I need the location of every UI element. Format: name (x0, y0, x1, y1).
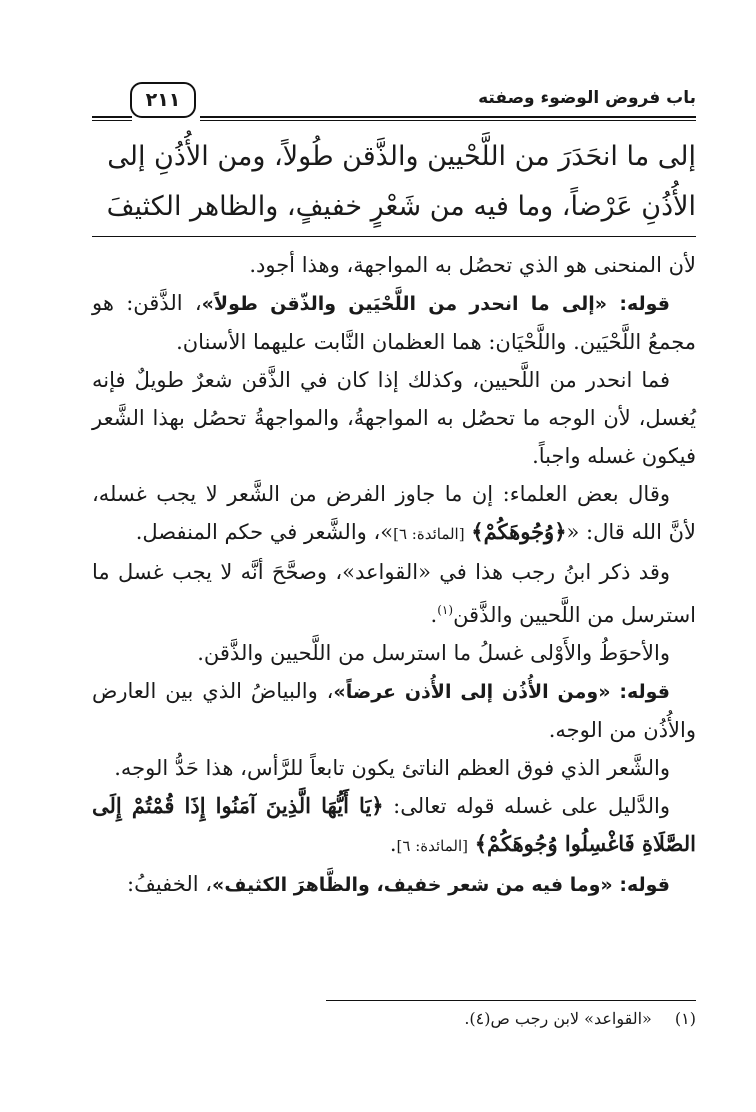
header-rule (200, 116, 696, 121)
commentary (92, 246, 696, 904)
matn-quote: «إلى ما انحدر من اللَّحْيَين والذّقن طولاً» (201, 293, 608, 315)
paragraph: لأن المنحنى هو الذي تحصُل به المواجهة، وهذا أجود. (249, 253, 696, 277)
paragraph: والشَّعر الذي فوق العظم الناتئ يكون تابعاً للرَّأس، هذا حَدُّ الوجه. (114, 756, 670, 780)
chapter-title: باب فروض الوضوء وصفته (478, 88, 696, 108)
matn-line: الأُذُنِ عَرْضاً، وما فيه من شَعْرٍ خفيفٍ، والظاهر الكثيفَ (106, 191, 696, 222)
page-header (92, 78, 696, 122)
footnote-number: (١) (674, 1009, 696, 1028)
matn-text (92, 132, 696, 232)
paragraph: وقال بعض العلماء: إن ما جاوز الفرض من الشَّعر لا يجب غسله، لأنَّ الله قال: «﴿وُجُوهَكُمْ﴾ [المائدة: ٦]»، والشَّعر في حكم المنفصل. (92, 482, 696, 544)
matn-divider (92, 236, 696, 237)
qawluhu-label: قوله: (619, 681, 670, 703)
footnote (92, 1004, 696, 1034)
qawluhu-label: قوله: (619, 293, 670, 315)
footnote-marker[interactable]: (١) (437, 603, 454, 617)
footnote-text: «القواعد» لابن رجب ص(٤). (464, 1009, 652, 1028)
quran-verse: ﴿يَا أَيُّهَا الَّذِينَ آمَنُوا إِذَا قُمْتُمْ إِلَى الصَّلَاةِ فَاغْسِلُوا وُجُوهَكُمْ﴾ (92, 793, 696, 856)
paragraph: وقد ذكر ابنُ رجب هذا في «القواعد»، وصحَّحَ أنَّه لا يجب غسل ما استرسل من اللَّحيين والذَّقن$^{(١)}$. (92, 560, 696, 627)
paragraph: والأحوَطُ والأَوْلى غسلُ ما استرسل من اللَّحيين والذَّقن. (197, 641, 670, 665)
paragraph: والدَّليل على غسله قوله تعالى: ﴿يَا أَيُّهَا الَّذِينَ آمَنُوا إِذَا قُمْتُمْ إِلَى الصَّلَاةِ فَاغْسِلُوا وُجُوهَكُمْ﴾ [المائدة: ٦]. (92, 793, 696, 856)
matn-quote: «ومن الأُذُن إلى الأُذن عرضاً» (333, 681, 611, 703)
paragraph: فما انحدر من اللَّحيين، وكذلك إذا كان في الذَّقن شعرٌ طويلٌ فإنه يُغسل، لأن الوجه ما تحصُل به المواجهةُ، والمواجهةُ تحصُل بهذا الشَّعر فيكون غسله واجباً. (92, 368, 696, 468)
paragraph: قوله: «ومن الأُذُن إلى الأُذن عرضاً»، والبياضُ الذي بين العارض والأُذُن من الوجه. (92, 679, 696, 742)
quran-verse: ﴿وُجُوهَكُمْ﴾ (471, 519, 567, 544)
footnote-divider (326, 1000, 696, 1001)
paragraph: قوله: «وما فيه من شعر خفيف، والظَّاهرَ الكثيف»، الخفيفُ: (127, 872, 670, 896)
header-rule-left (92, 116, 132, 121)
matn-quote: «وما فيه من شعر خفيف، والظَّاهرَ الكثيف» (212, 874, 613, 896)
paragraph: قوله: «إلى ما انحدر من اللَّحْيَين والذّقن طولاً»، الذَّقن: هو مجمعُ اللَّحْيَين. واللَّحْيَان: هما العظمان النَّابت عليهما الأسنان. (92, 291, 696, 354)
quran-reference: [المائدة: ٦] (396, 837, 468, 855)
quran-reference: [المائدة: ٦] (393, 525, 465, 543)
page-number: ٢١١ (130, 82, 196, 118)
matn-line: إلى ما انحَدَرَ من اللَّحْيين والذَّقن طُولاً، ومن الأُذُنِ إلى (107, 141, 696, 172)
qawluhu-label: قوله: (619, 874, 670, 896)
